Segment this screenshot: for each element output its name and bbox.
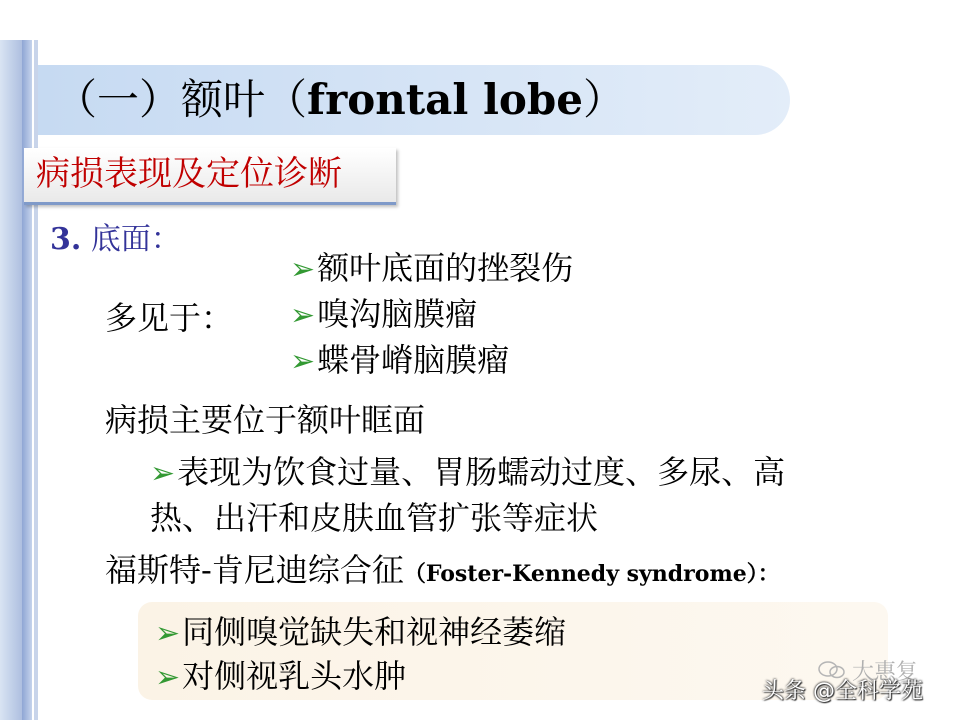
list-item <box>290 338 509 384</box>
watermark-source: 头条 @全科学苑 <box>762 679 923 704</box>
watermark-name: 大惠复 <box>852 660 919 685</box>
list-item <box>155 654 406 700</box>
list-item <box>290 246 573 292</box>
section-label: 病损表现及定位诊断 <box>36 154 342 194</box>
bullet-arrow-icon: ➢ <box>290 298 316 333</box>
syndrome-item-2: 对侧视乳头水肿 <box>182 657 407 695</box>
subheading <box>50 220 181 260</box>
slide-title <box>55 72 625 128</box>
bullet-arrow-icon: ➢ <box>290 344 316 379</box>
title-zh: （一）额叶（ <box>55 75 308 124</box>
common-item-2: 嗅沟脑膜瘤 <box>317 295 478 333</box>
left-decor-bar-inner <box>22 40 32 720</box>
lesion-location: 病损主要位于额叶眶面 <box>105 401 426 439</box>
syndrome-zh: 福斯特-肯尼迪综合征 <box>105 551 404 589</box>
list-item <box>290 292 477 338</box>
common-item-3: 蝶骨嵴脑膜瘤 <box>317 341 510 379</box>
subheading-number: 3. <box>50 222 82 257</box>
subheading-label: 底面： <box>90 222 181 257</box>
manifestation-line-1 <box>150 450 785 496</box>
left-decor-line <box>34 40 38 720</box>
list-item <box>155 610 566 656</box>
title-close: ） <box>583 75 626 124</box>
manifestation-line-2: 热、出汗和皮肤血管扩张等症状 <box>150 499 599 537</box>
left-decor-bar <box>0 40 22 720</box>
syndrome-item-1: 同侧嗅觉缺失和视神经萎缩 <box>182 613 567 651</box>
bullet-arrow-icon: ➢ <box>155 616 181 651</box>
syndrome-heading <box>105 548 780 596</box>
manifestation-text-1: 表现为饮食过量、胃肠蠕动过度、多尿、高 <box>177 453 786 491</box>
bullet-arrow-icon: ➢ <box>290 252 316 287</box>
common-item-1: 额叶底面的挫裂伤 <box>317 249 574 287</box>
title-en: frontal lobe <box>307 75 584 124</box>
bullet-arrow-icon: ➢ <box>150 456 176 491</box>
bullet-arrow-icon: ➢ <box>155 660 181 695</box>
syndrome-en: （Foster-Kennedy syndrome）： <box>403 561 780 587</box>
common-in-label: 多见于： <box>105 299 234 337</box>
